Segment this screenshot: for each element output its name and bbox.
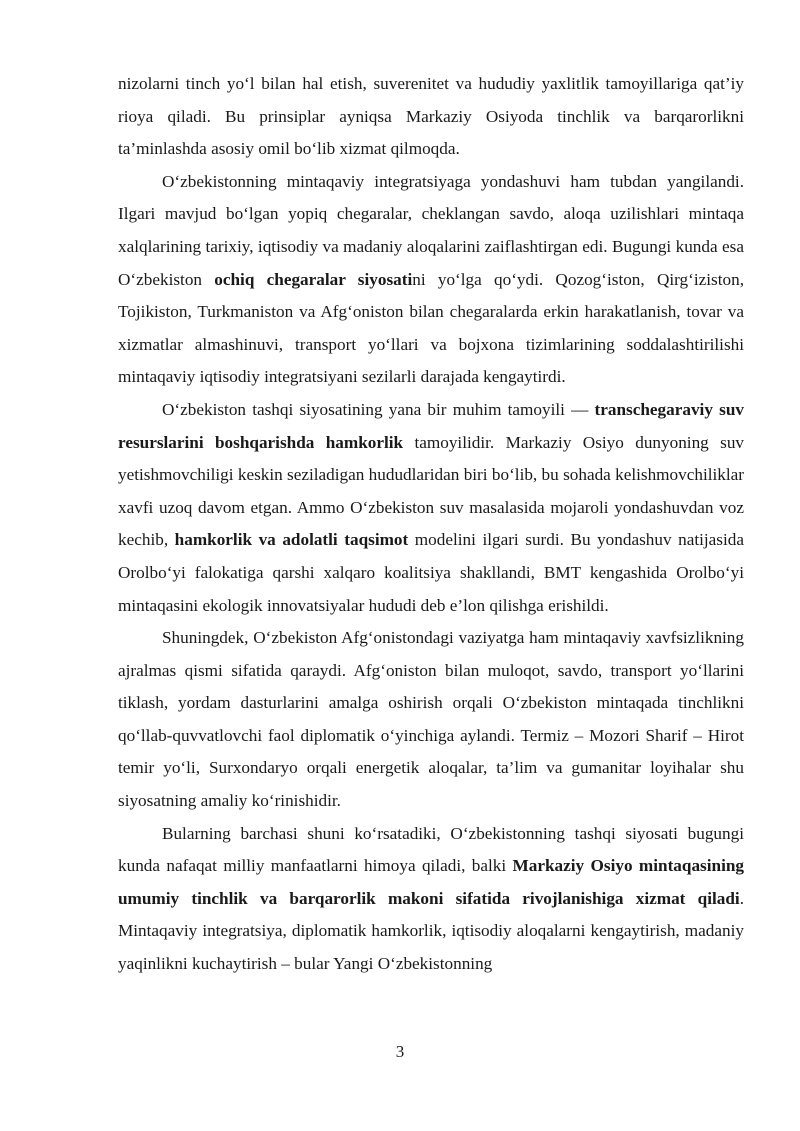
paragraph-3-bold-term-1: transchegaraviy suv resurslarini boshqarishda hamkorlik	[118, 399, 744, 452]
paragraph-3	[118, 394, 744, 622]
page-number: 3	[395, 1042, 405, 1061]
paragraph-3-bold-term-2: hamkorlik va adolatli taqsimot	[174, 530, 409, 550]
paragraph-2	[118, 166, 744, 394]
paragraph-4-text: Shuningdek, O‘zbekiston Afg‘onistondagi vaziyatga ham mintaqaviy xavfsizlikning ajralmas qismi sifatida qaraydi. Afg‘oniston bilan muloqot, savdo, transport yo‘llarini tiklash, yordam dasturlarini amalga oshirish orqali O‘zbekiston mintaqada tinchlikni qo‘llab-quvvatlovchi faol diplomatik o‘yinchiga aylandi. Termiz – Mozori Sharif – Hirot temir yo‘li, Surxondaryo orqali energetik aloqalar, ta’lim va gumanitar loyihalar shu siyosatning amaliy ko‘rinishidir.	[118, 628, 744, 811]
paragraph-3-text-2: tamoyilidir. Markaziy Osiyo dunyoning suv yetishmovchiligi keskin seziladigan hududlaridan biri bo‘lib, bu sohada kelishmovchiliklar xavfi uzoq davom etgan. Ammo O‘zbekiston suv masalasida mojaroli yondashuvdan voz kechib,	[118, 432, 745, 550]
paragraph-5-text-1: Bularning barchasi shuni ko‘rsatadiki, O‘zbekistonning tashqi siyosati bugungi kunda nafaqat milliy manfaatlarni himoya qiladi, balki	[118, 823, 744, 876]
paragraph-2-bold-term: ochiq chegaralar siyosati	[214, 269, 413, 289]
paragraph-2-text-2: ni yo‘lga qo‘ydi. Qozog‘iston, Qirg‘iziston, Tojikiston, Turkmaniston va Afg‘oniston bilan chegaralarda erkin harakatlanish, tovar va xizmatlar almashinuvi, transport yo‘llari va bojxona tizimlarining soddalashtirilishi mintaqaviy iqtisodiy integratsiyani sezilarli darajada kengaytirdi.	[118, 269, 744, 387]
document-body	[118, 68, 744, 981]
paragraph-4	[118, 622, 744, 818]
paragraph-3-text-1: O‘zbekiston tashqi siyosatining yana bir muhim tamoyili —	[162, 399, 595, 419]
paragraph-5-text-2: . Mintaqaviy integratsiya, diplomatik hamkorlik, iqtisodiy aloqalarni kengaytirish, madaniy yaqinlikni kuchaytirish – bular Yangi O‘zbekistonning	[118, 888, 744, 974]
paragraph-3-text-3: modelini ilgari surdi. Bu yondashuv natijasida Orolbo‘yi falokatiga qarshi xalqaro koalitsiya shakllandi, BMT kengashida Orolbo‘yi mintaqasini ekologik innovatsiyalar hududi deb e’lon qilishga erishildi.	[118, 530, 744, 615]
paragraph-2-text-1: O‘zbekistonning mintaqaviy integratsiyaga yondashuvi ham tubdan yangilandi. Ilgari mavjud bo‘lgan yopiq chegaralar, cheklangan savdo, aloqa uzilishlari mintaqa xalqlarining tarixiy, iqtisodiy va madaniy aloqalarini zaiflashtirgan edi. Bugungi kunda esa O‘zbekiston	[118, 171, 744, 289]
paragraph-5	[118, 818, 744, 981]
paragraph-1	[118, 68, 744, 166]
paragraph-5-bold-term: Markaziy Osiyo mintaqasining umumiy tinchlik va barqarorlik makoni sifatida rivojlanishiga xizmat qiladi	[118, 856, 745, 908]
paragraph-1-text: nizolarni tinch yo‘l bilan hal etish, suverenitet va hududiy yaxlitlik tamoyillariga qat’iy rioya qiladi. Bu prinsiplar ayniqsa Markaziy Osiyoda tinchlik va barqarorlikni ta’minlashda asosiy omil bo‘lib xizmat qilmoqda.	[118, 74, 744, 159]
